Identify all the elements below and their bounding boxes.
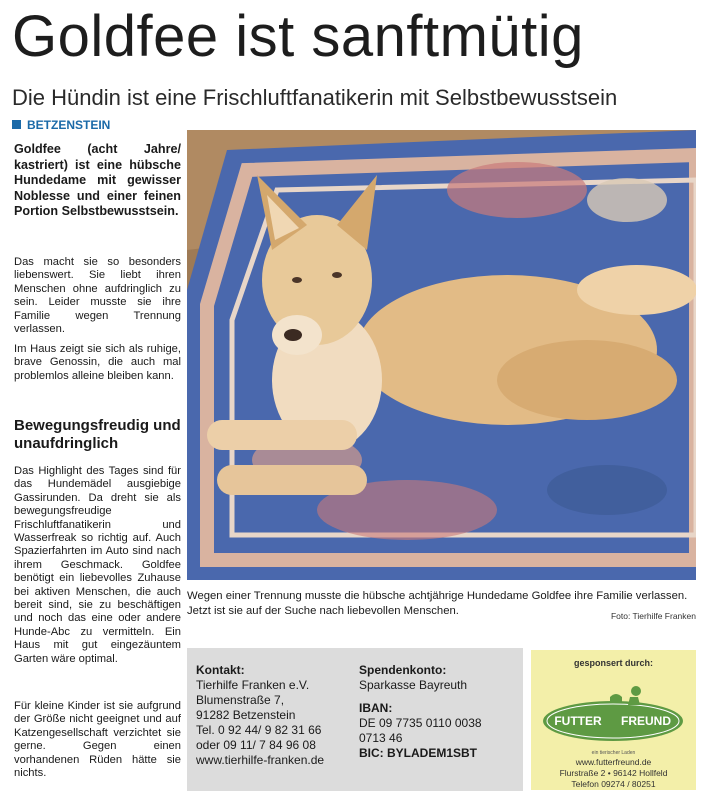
- logo-word-2: FREUND: [621, 714, 671, 728]
- square-bullet-icon: [12, 120, 21, 129]
- photo-credit: Foto: Tierhilfe Franken: [610, 611, 696, 621]
- lead-paragraph: Goldfee (acht Jahre/ kastriert) ist eine hübsche Hundedame mit gewisser Noblesse und einer feinen Portion Selbstbewusstsein.: [14, 142, 181, 219]
- contact-org: Tierhilfe Franken e.V.: [196, 678, 310, 692]
- contact-info: [196, 663, 324, 768]
- iban-line-2: 0713 46: [359, 731, 403, 745]
- photo-caption: Wegen einer Trennung musste die hübsche achtjährige Hundedame Goldfee ihre Familie verlassen. Jetzt ist sie auf der Suche nach liebevollen Menschen.: [187, 590, 688, 617]
- contact-box: [187, 648, 523, 791]
- contact-phone-2: oder 09 11/ 7 84 96 08: [196, 738, 316, 752]
- body-paragraph-3: Das Highlight des Tages sind für das Hundemädel ausgiebige Gassirunden. Da dreht sie als bewegungsfreudige Frischluftfanatikerin und Wasserfreak so richtig auf. Auch Spazierfahrten im Auto sind nach ihrem Geschmack. Goldfee benötigt ein liebevolles Zuhause bei aktiven Menschen, die auch bereit sind, sie zu beschäftigen und noch das eine oder andere Hunde-Abc zu vermitteln. Ein Haus mit gut eingezäuntem Garten wäre optimal.: [14, 465, 181, 665]
- sponsor-website: www.futterfreund.de: [575, 757, 652, 767]
- bank-info: [359, 663, 482, 761]
- dateline: [12, 117, 110, 133]
- contact-label: Kontakt:: [196, 663, 245, 677]
- sponsor-phone: Telefon 09274 / 80251: [571, 779, 656, 789]
- iban-label: IBAN:: [359, 701, 393, 715]
- sponsor-box: [531, 650, 696, 790]
- contact-city: 91282 Betzenstein: [196, 708, 296, 722]
- section-subheading: Bewegungsfreudig und unaufdringlich: [14, 417, 181, 452]
- bank-label: Spendenkonto:: [359, 663, 447, 677]
- sponsor-tagline: ein tierischer Laden: [591, 750, 636, 756]
- body-paragraph-2: Im Haus zeigt sie sich als ruhige, brave Genossin, die auch mal problemlos alleine bleiben kann.: [14, 343, 181, 382]
- sponsor-address: Flurstraße 2 • 96142 Hollfeld: [559, 768, 668, 778]
- contact-street: Blumenstraße 7,: [196, 693, 285, 707]
- contact-phone-1: Tel. 0 92 44/ 9 82 31 66: [196, 723, 322, 737]
- sponsor-title: gesponsert durch:: [573, 658, 653, 668]
- body-paragraph-4: Für kleine Kinder ist sie aufgrund der Größe nicht geeignet und auf Katzengesellschaft verzichtet sie gerne. Gegen einen vorhandenen Rüden hätte sie nichts.: [14, 700, 181, 780]
- headline: Goldfee ist sanftmütig: [12, 4, 584, 69]
- contact-website: www.tierhilfe-franken.de: [196, 753, 325, 767]
- bic: BIC: BYLADEM1SBT: [359, 746, 478, 760]
- body-paragraph-1: Das macht sie so besonders liebenswert. Sie liebt ihren Menschen ohne aufdringlich zu sein. Leider musste sie ihre Familie wegen Trennung verlassen.: [14, 256, 181, 336]
- futterfreund-logo: [540, 683, 687, 749]
- dateline-text: BETZENSTEIN: [27, 118, 111, 132]
- subheadline: Die Hündin ist eine Frischluftfanatikerin mit Selbstbewusstsein: [12, 85, 618, 110]
- iban-line-1: DE 09 7735 0110 0038: [359, 716, 482, 730]
- bank-name: Sparkasse Bayreuth: [359, 678, 468, 692]
- dog-photo: [187, 130, 696, 580]
- logo-word-1: FUTTER: [554, 714, 602, 728]
